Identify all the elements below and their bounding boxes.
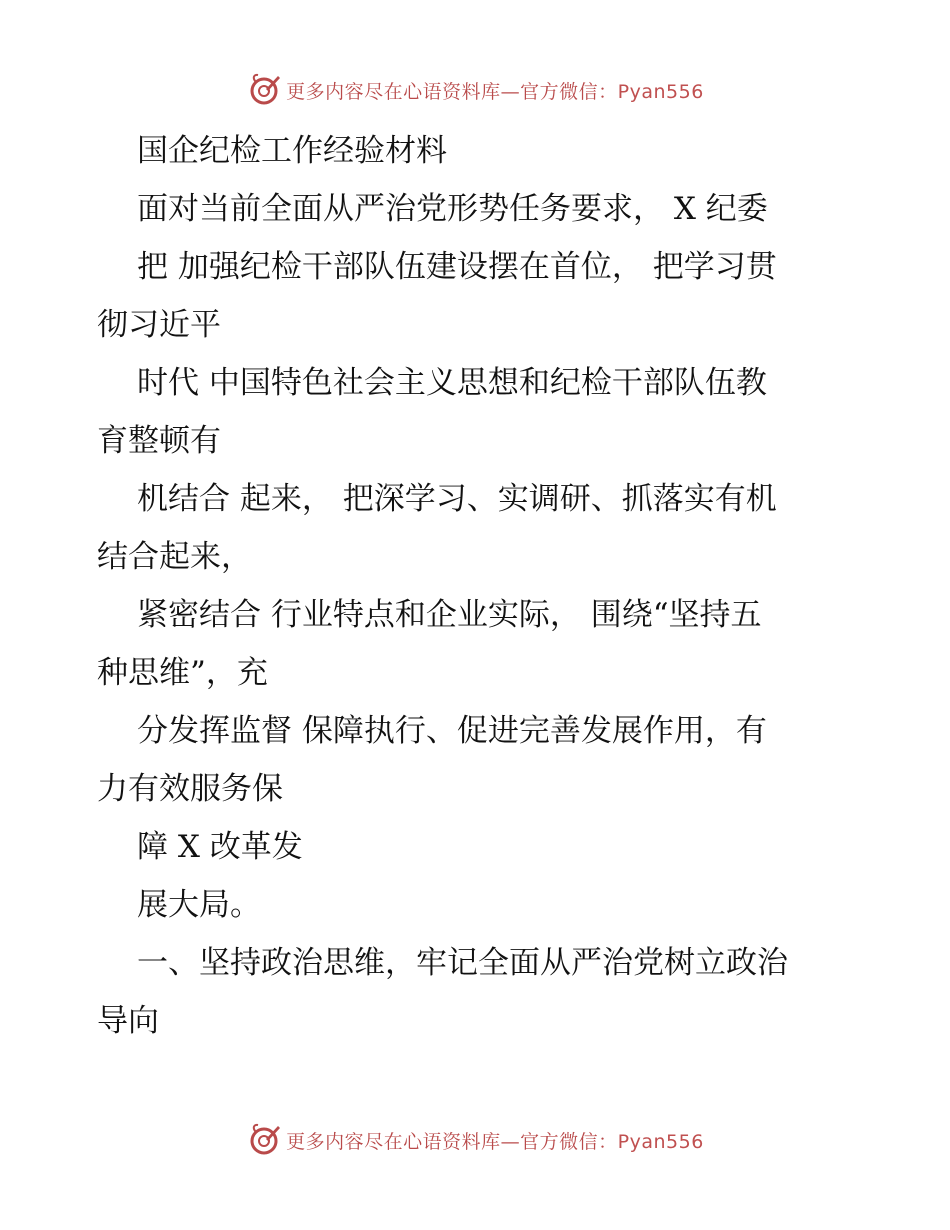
paragraph-line: 时代 中国特色社会主义思想和纪检干部队伍教: [137, 365, 767, 401]
paragraph-line: 种思维”，充: [97, 655, 268, 691]
footer-wechat-id: Pyan556: [617, 1130, 704, 1153]
paragraph-line: 机结合 起来， 把深学习、实调研、抓落实有机: [137, 481, 777, 517]
header-banner: [0, 70, 950, 110]
footer-banner: [0, 1120, 950, 1160]
footer-brand-text: 更多内容尽在心语资料库—官方微信：: [286, 1130, 618, 1153]
paragraph-line: 障 X 改革发: [137, 829, 303, 865]
paragraph-line: 面对当前全面从严治党形势任务要求， X 纪委: [137, 191, 768, 227]
paragraph-line: 结合起来，: [97, 539, 252, 575]
header-brand-text: 更多内容尽在心语资料库—官方微信：: [286, 80, 618, 103]
paragraph-line: 展大局。: [137, 887, 261, 923]
brand-logo-icon: [246, 1122, 282, 1158]
brand-logo-icon: [246, 72, 282, 108]
paragraph-line: 导向: [97, 1003, 159, 1039]
section-heading: 一、坚持政治思维，牢记全面从严治党树立政治: [137, 945, 788, 981]
paragraph-line: 紧密结合 行业特点和企业实际， 围绕“坚持五: [137, 597, 762, 633]
paragraph-line: 彻习近平: [97, 307, 221, 343]
header-banner-text: [286, 77, 704, 104]
document-title: 国企纪检工作经验材料: [137, 133, 447, 169]
paragraph-line: 把 加强纪检干部队伍建设摆在首位， 把学习贯: [137, 249, 777, 285]
document-body: [97, 122, 857, 1050]
paragraph-line: 力有效服务保: [97, 771, 283, 807]
paragraph-line: 分发挥监督 保障执行、促进完善发展作用，有: [137, 713, 767, 749]
paragraph-line: 育整顿有: [97, 423, 221, 459]
header-wechat-id: Pyan556: [617, 80, 704, 103]
footer-banner-text: [286, 1127, 704, 1154]
